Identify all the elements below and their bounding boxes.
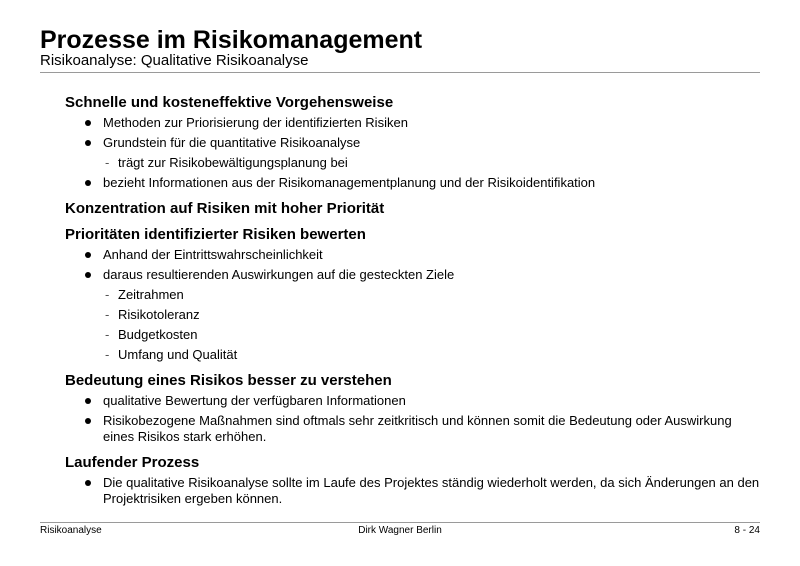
sub-bullet-item	[65, 325, 765, 345]
dash-marker: -	[105, 327, 110, 342]
page-subtitle: Risikoanalyse: Qualitative Risikoanalyse	[40, 52, 309, 69]
page-title: Prozesse im Risikomanagement	[40, 26, 423, 54]
sub-bullet-text: Umfang und Qualität	[118, 347, 238, 362]
bullet-item: qualitative Bewertung der verfügbaren Informationen	[65, 391, 765, 411]
dash-marker: -	[105, 155, 110, 170]
section-heading: Konzentration auf Risiken mit hoher Priorität	[65, 200, 385, 217]
bullet-item: bezieht Informationen aus der Risikomanagementplanung und der Risikoidentifikation	[65, 173, 765, 193]
bullet-item: Grundstein für die quantitative Risikoanalyse	[65, 133, 765, 153]
sub-bullet-text: Zeitrahmen	[118, 287, 184, 302]
bullet-item: Anhand der Eintrittswahrscheinlichkeit	[65, 245, 765, 265]
dash-marker: -	[105, 287, 110, 302]
sub-bullet-item	[65, 305, 765, 325]
bullet-item: Die qualitative Risikoanalyse sollte im Laufe des Projektes ständig wiederholt werden, da sich Änderungen an den Projektrisiken ergeben können.	[65, 473, 765, 509]
footer-left: Risikoanalyse	[40, 525, 102, 536]
dash-marker: -	[105, 307, 110, 322]
footer-center: Dirk Wagner Berlin	[358, 525, 442, 536]
bullet-item: Risikobezogene Maßnahmen sind oftmals sehr zeitkritisch und können somit die Bedeutung oder Auswirkung eines Risikos stark erhöhen.	[65, 411, 765, 447]
sub-bullet-text: Risikotoleranz	[118, 307, 200, 322]
sub-bullet-item	[65, 153, 765, 173]
dash-marker: -	[105, 347, 110, 362]
section-heading: Prioritäten identifizierter Risiken bewerten	[65, 226, 366, 243]
header-divider	[40, 72, 760, 73]
sub-bullet-item	[65, 285, 765, 305]
section-heading: Bedeutung eines Risikos besser zu verstehen	[65, 372, 392, 389]
section-heading: Schnelle und kosteneffektive Vorgehensweise	[65, 94, 394, 111]
footer-divider	[40, 522, 760, 523]
footer-page-number: 8 - 24	[734, 525, 760, 536]
section-heading: Laufender Prozess	[65, 454, 200, 471]
sub-bullet-text: Budgetkosten	[118, 327, 198, 342]
bullet-item: Methoden zur Priorisierung der identifizierten Risiken	[65, 113, 765, 133]
bullet-item: daraus resultierenden Auswirkungen auf die gesteckten Ziele	[65, 265, 765, 285]
sub-bullet-text: trägt zur Risikobewältigungsplanung bei	[118, 155, 348, 170]
sub-bullet-item	[65, 345, 765, 365]
slide-content	[65, 93, 765, 509]
